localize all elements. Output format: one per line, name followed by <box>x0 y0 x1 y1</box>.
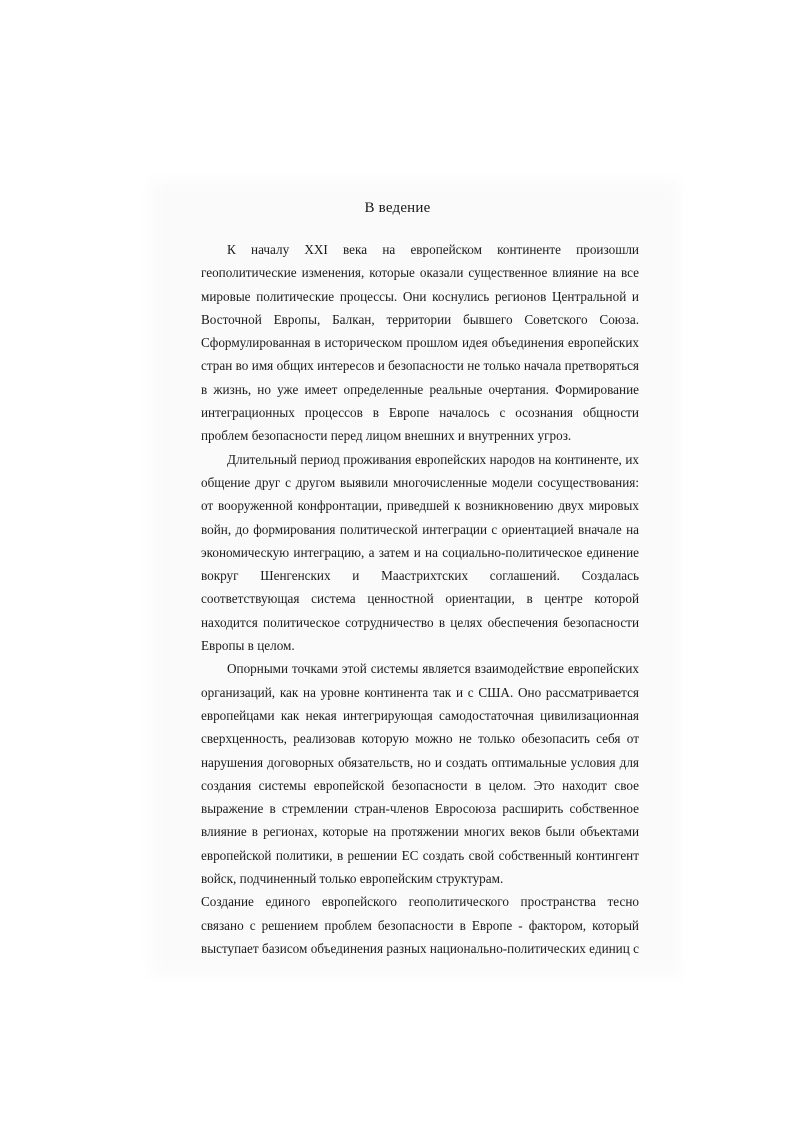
text-line: Опорными точками этой системы является взаимодействие европейских <box>227 661 639 677</box>
text-line: от вооруженной конфронтации, приведшей к возникновению двух мировых <box>201 498 639 514</box>
text-line: общение друг с другом выявили многочисленные модели сосуществования: <box>201 474 639 490</box>
text-line: Сформулированная в историческом прошлом идея объединения европейских <box>201 335 639 351</box>
page-title: В ведение <box>364 200 431 216</box>
text-line: выражение в стремлении стран-членов Евросоюза расширить собственное <box>201 801 639 817</box>
text-line: Европы в целом. <box>201 638 295 654</box>
text-line: вокруг Шенгенских и Маастрихтских соглашений. Создалась <box>201 568 639 584</box>
text-line: интеграционных процессов в Европе началось с осознания общности <box>201 405 639 421</box>
text-line: организаций, как на уровне континента так и с США. Оно рассматривается <box>201 684 639 700</box>
text-line: в жизнь, но уже имеет определенные реальные очертания. Формирование <box>201 381 639 397</box>
text-line: нарушения договорных обязательств, но и создать оптимальные условия для <box>201 754 639 770</box>
text-line: сверхценность, реализовав которую можно не только обезопасить себя от <box>201 731 639 747</box>
text-line: геополитические изменения, которые оказали существенное влияние на все <box>201 265 639 281</box>
text-line: Создание единого европейского геополитического пространства тесно <box>201 894 639 910</box>
text-line: создания системы европейской безопасности в целом. Это находит свое <box>201 777 639 793</box>
body-text <box>201 238 639 960</box>
text-line: проблем безопасности перед лицом внешних и внутренних угроз. <box>201 428 572 444</box>
text-line: находится политическое сотрудничество в целях обеспечения безопасности <box>201 614 639 630</box>
text-line: связано с решением проблем безопасности в Европе - фактором, который <box>201 917 639 933</box>
text-line: стран во имя общих интересов и безопасности не только начала претворяться <box>201 358 639 374</box>
text-line: войн, до формирования политической интеграции с ориентацией вначале на <box>201 521 639 537</box>
text-line: войск, подчиненный только европейским структурам. <box>201 871 504 887</box>
text-line: Длительный период проживания европейских народов на континенте, их <box>227 451 639 467</box>
text-line: европейцами как некая интегрирующая самодостаточная цивилизационная <box>201 707 639 723</box>
text-line: экономическую интеграцию, а затем и на социально-политическое единение <box>201 544 639 560</box>
text-line: соответствующая система ценностной ориентации, в центре которой <box>201 591 639 607</box>
text-line: Восточной Европы, Балкан, территории бывшего Советского Союза. <box>201 311 639 327</box>
text-line: К началу XXI века на европейском континенте произошли <box>227 242 639 257</box>
text-line: влияние в регионах, которые на протяжении многих веков были объектами <box>201 824 639 840</box>
text-line: мировые политические процессы. Они коснулись регионов Центральной и <box>201 288 639 304</box>
text-line: выступает базисом объединения разных национально-политических единиц с <box>201 940 639 956</box>
text-line: европейской политики, в решении ЕС создать свой собственный контингент <box>201 847 639 863</box>
